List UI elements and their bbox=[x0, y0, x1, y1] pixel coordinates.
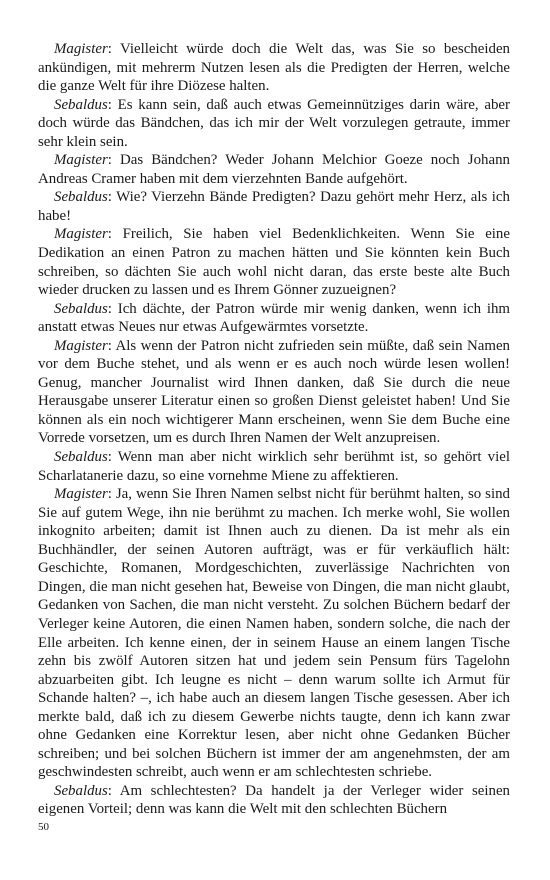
speaker-name: Sebaldus bbox=[54, 782, 108, 799]
dialogue-text: : Wenn man aber nicht wirklich sehr berühmt ist, so gehört viel Scharlatanerie dazu, so eine vornehme Miene zu affektieren. bbox=[38, 449, 510, 484]
speaker-name: Magister bbox=[54, 152, 108, 169]
speaker-name: Sebaldus bbox=[54, 189, 108, 206]
dialogue-text: : Ja, wenn Sie Ihren Namen selbst nicht für berühmt halten, so sind Sie auf gutem Wege, ihn nie berühmt zu machen. Ich merke wohl, Sie wollen inkognito arbeiten; damit ist Ihnen auch zu dienen. Da ist mehr als ein Buchhändler, der seinen Autoren aufträgt, was er für verkäuflich hält: Geschichte, Romanen, Mordgeschichten, zuverlässige Nachrichten von Dingen, die man nicht gesehen hat, Beweise von Dingen, die man nicht glaubt, Gedanken von Sachen, die man nicht versteht. Zu solchen Büchern bedarf der Verleger keine Autoren, die einen Namen haben, sondern solche, die nach der Elle arbeiten. Ich kenne einen, der in seinem Hause an einem langen Tische zehn bis zwölf Autoren sitzen hat und jedem sein Pensum fürs Tagelohn abzuarbeiten gibt. Ich leugne es nicht – denn warum sollte ich Armut für Schande halten? –, ich habe auch an diesem langen Tische gesessen. Aber ich merkte bald, daß ich zu diesem Gewerbe nichts taugte, denn ich kann zwar ohne Gedanken eine Korrektur lesen, aber nicht ohne Gedanken Bücher schreiben; und bei solchen Büchern ist immer der am angenehmsten, der am geschwindesten schreibt, auch wenn er am schlechtesten schriebe. bbox=[38, 486, 510, 781]
dialogue-text: : Am schlechtesten? Da handelt ja der Verleger wider seinen eigenen Vorteil; denn was kann die Welt mit den schlechten Büchern bbox=[38, 782, 510, 818]
dialogue-text: : Vielleicht würde doch die Welt das, was Sie so bescheiden ankündigen, mit mehrerm Nutzen lesen als die Predigten der Herren, welche die ganze Welt für ihre Diözese halten. bbox=[38, 41, 510, 95]
speaker-name: Sebaldus bbox=[54, 96, 108, 113]
dialogue-text: : Ich dächte, der Patron würde mir wenig danken, wenn ich ihm anstatt etwas Neues nur etwas Aufgewärmtes vorsetzte. bbox=[38, 300, 510, 336]
dialogue-paragraph bbox=[38, 151, 510, 188]
page-body bbox=[38, 40, 510, 819]
dialogue-paragraph bbox=[38, 225, 510, 299]
dialogue-paragraph bbox=[38, 782, 510, 819]
dialogue-paragraph bbox=[38, 448, 510, 485]
dialogue-text: : Es kann sein, daß auch etwas Gemeinnütziges darin wäre, aber doch würde das Bändchen, das ich mir der Welt vorzulegen getraute, immer sehr klein sein. bbox=[38, 96, 510, 150]
speaker-name: Sebaldus bbox=[54, 300, 108, 317]
page-number: 50 bbox=[38, 821, 49, 833]
dialogue-text: : Wie? Vierzehn Bände Predigten? Dazu gehört mehr Herz, als ich habe! bbox=[38, 189, 510, 224]
speaker-name: Magister bbox=[54, 226, 108, 243]
dialogue-paragraph bbox=[38, 337, 510, 448]
dialogue-text: : Das Bändchen? Weder Johann Melchior Goeze noch Johann Andreas Cramer haben mit dem vierzehnten Bande aufgehört. bbox=[38, 152, 510, 187]
speaker-name: Sebaldus bbox=[54, 449, 108, 466]
speaker-name: Magister bbox=[54, 41, 108, 57]
dialogue-paragraph bbox=[38, 40, 510, 96]
dialogue-paragraph bbox=[38, 485, 510, 782]
dialogue-paragraph bbox=[38, 188, 510, 225]
dialogue-paragraph bbox=[38, 96, 510, 152]
dialogue-text: : Als wenn der Patron nicht zufrieden sein müßte, daß sein Namen vor dem Buche stehet, und als wenn er es auch noch würde lesen wollen! Genug, mancher Journalist wird Ihnen danken, daß Sie durch die neue Herausgabe unserer Literatur einen so großen Dienst geleistet haben! Und Sie können als ein noch wichtigerer Mann erscheinen, wenn Sie dem Buche eine Vorrede vorsetzen, um es durch Ihren Namen der Welt anzupreisen. bbox=[38, 337, 510, 447]
dialogue-paragraph bbox=[38, 300, 510, 337]
speaker-name: Magister bbox=[54, 337, 108, 354]
dialogue-text: : Freilich, Sie haben viel Bedenklichkeiten. Wenn Sie eine Dedikation an einen Patron zu machen hätten und Sie könnten kein Buch schreiben, so dächten Sie auch wohl nicht daran, das erste beste alte Buch wieder drucken zu lassen und es Ihrem Gönner zuzueignen? bbox=[38, 226, 510, 299]
speaker-name: Magister bbox=[54, 486, 108, 503]
